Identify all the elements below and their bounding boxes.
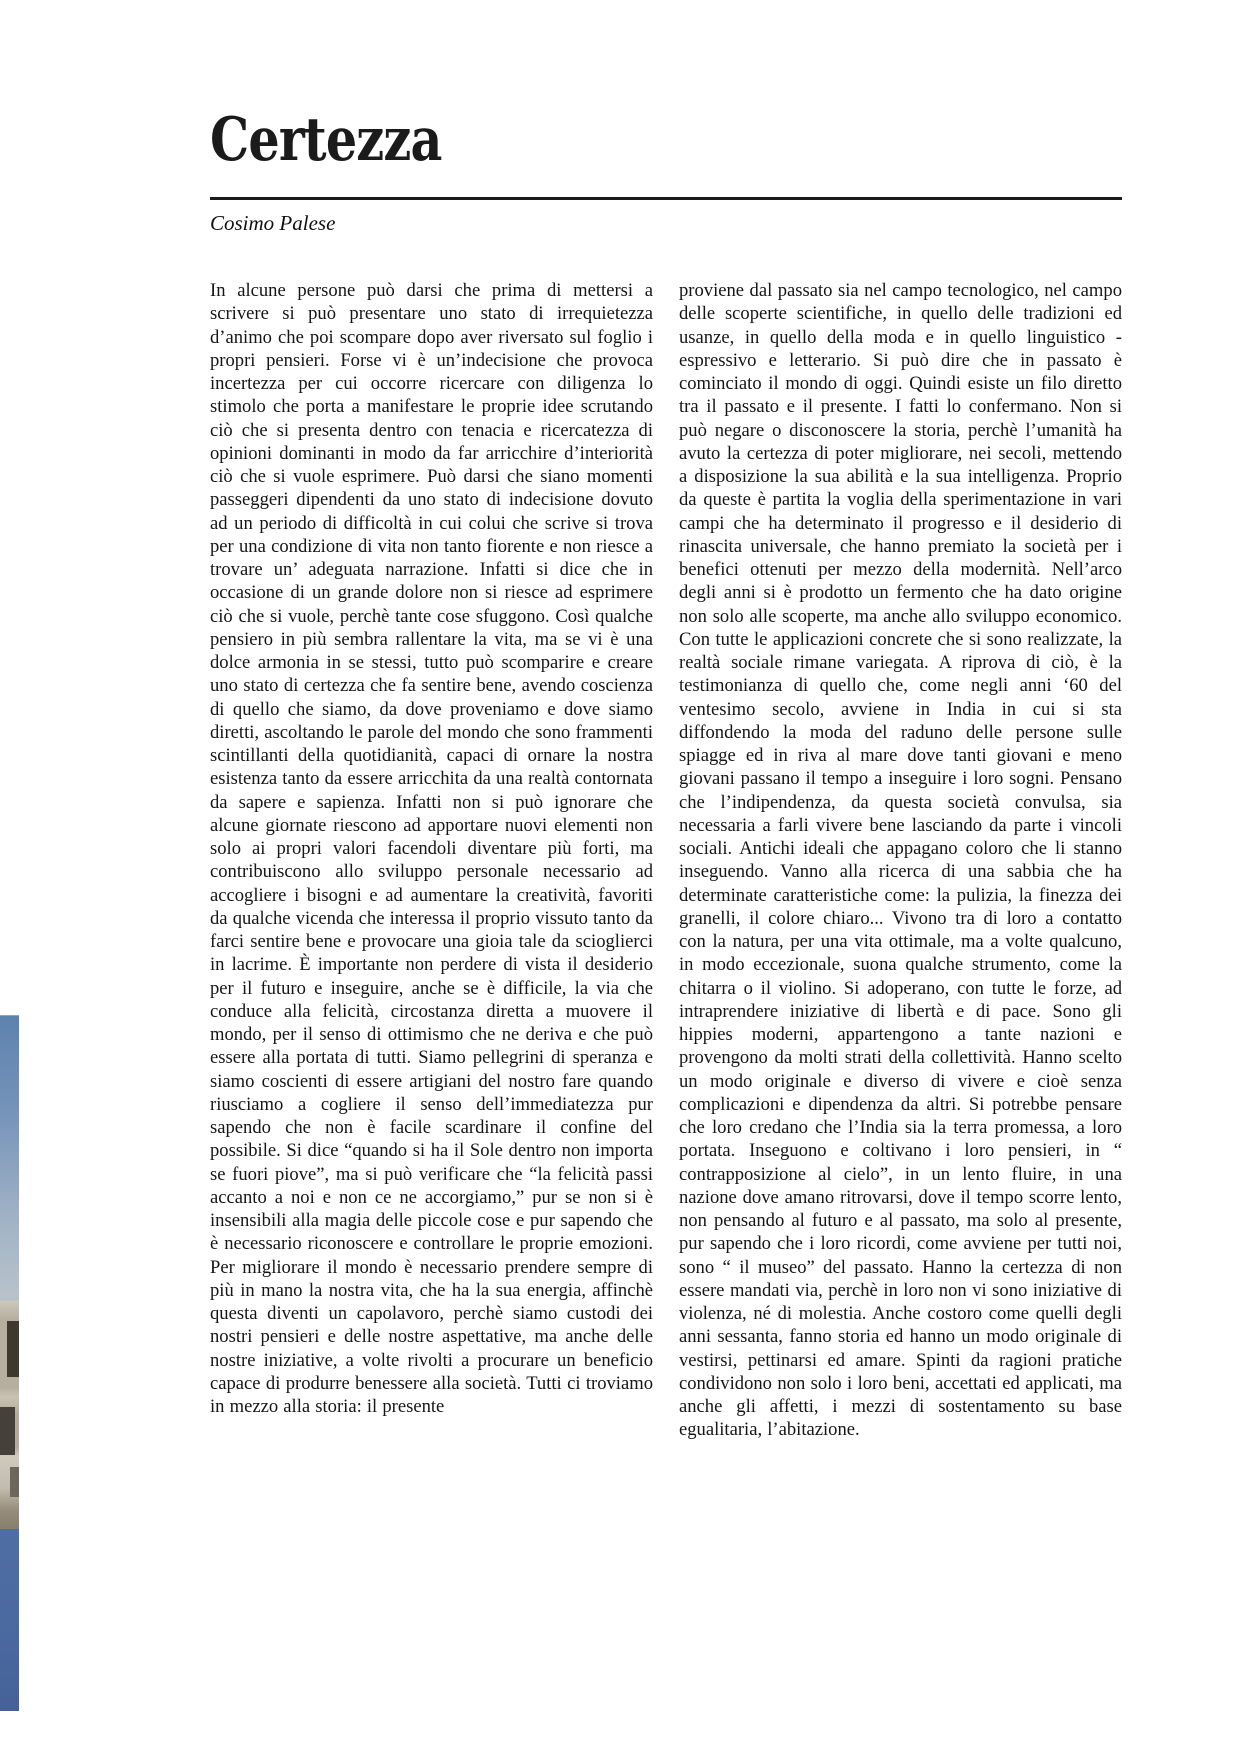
photo-sky: [0, 1015, 19, 1302]
article-column-right: proviene dal passato sia nel campo tecnologico, nel campo delle scoperte scientifiche, in quello delle tradizioni ed usanze, in quello della moda e in quello linguistico - espressivo e letterario. Si può dire che in passato è cominciato il mondo di oggi. Quindi esiste un filo diretto tra il passato e il presente. I fatti lo confermano. Non si può negare o disconoscere la storia, perchè l’umanità ha avuto la certezza di poter migliorare, nei secoli, mettendo a disposizione la sua abilità e la sua intelligenza. Proprio da queste è partita la voglia della sperimentazione in vari campi che ha determinato il progresso e il desiderio di rinascita universale, che hanno premiato la società per i benefici ottenuti per mezzo della modernità. Nell’arco degli anni si è prodotto un fermento che ha dato origine non solo alle scoperte, ma anche allo sviluppo economico. Con tutte le applicazioni concrete che si sono realizzate, la realtà sociale rimane variegata. A riprova di ciò, è la testimonianza di quello che, come negli anni ‘60 del ventesimo secolo, avviene in India in cui si sta diffondendo la moda del raduno delle persone sulle spiagge ed in riva al mare dove tanti giovani e meno giovani passano il tempo a inseguire i loro sogni. Pensano che l’indipendenza, da questa società convulsa, sia necessaria a farli vivere bene lasciando da parte i vincoli sociali. Antichi ideali che appagano coloro che li stanno inseguendo. Vanno alla ricerca di una sabbia che ha determinate caratteristiche come: la pulizia, la finezza dei granelli, il colore chiaro... Vivono tra di loro a contatto con la natura, per una vita ottimale, ma a volte qualcuno, in modo eccezionale, suona qualche strumento, come la chitarra o il violino. Si adoperano, con tutte le forze, ad intraprendere iniziative di libertà e di pace. Sono gli hippies moderni, appartengono a tante nazioni e provengono da molti strati della collettività. Hanno scelto un modo originale e diverso di vivere e cioè senza complicazioni e dipendenza da altri. Si potrebbe pensare che loro credano che l’India sia la terra promessa, a loro portata. Inseguono e coltivano i loro pensieri, in “ contrapposizione al cielo”, in un lento fluire, in una nazione dove amano ritrovarsi, dove il tempo scorre lento, non pensando al futuro e al passato, ma solo al presente, pur sapendo che i loro ricordi, come avviene per tutti noi, sono “ il museo” del passato. Hanno la certezza di non essere mandati via, perchè in loro non vi sono iniziative di violenza, né di molestia. Anche costoro come quelli degli anni sessanta, fanno storia ed hanno un modo originale di vestirsi, pettinarsi ed amare. Spinti da ragioni pratiche condividono non solo i loro beni, accettati ed applicati, ma anche gli affetti, i mezzi di sostentamento su base egualitaria, l’abitazione.: [679, 280, 1122, 1441]
author-byline: Cosimo Palese: [210, 211, 336, 235]
building-window-icon: [10, 1467, 19, 1497]
article-column-left: In alcune persone può darsi che prima di mettersi a scrivere si può presentare uno stato di irrequietezza d’animo che poi scompare dopo aver riversato sul foglio i propri pensieri. Forse vi è un’indecisione che provoca incertezza per cui occorre ricercare con diligenza lo stimolo che porta a manifestare le proprie idee scrutando ciò che si presenta dentro con tenacia e ricercatezza di opinioni dominanti in modo da far arricchire d’interiorità ciò che si vuole esprimere. Può darsi che siano momenti passeggeri dipendenti da uno stato di indecisione dovuto ad un periodo di difficoltà in cui colui che scrive si trova per una condizione di vita non tanto fiorente e non riesce a trovare un’ adeguata narrazione. Infatti si dice che in occasione di un grande dolore non si riesce ad esprimere ciò che si vuole, perchè tante cose sfuggono. Così qualche pensiero in più sembra rallentare la vita, ma se vi è una dolce armonia in se stessi, tutto può scomparire e creare uno stato di certezza che fa sentire bene, avendo coscienza di quello che siamo, da dove proveniamo e dove siamo diretti, ascoltando le parole del mondo che sono frammenti scintillanti della quotidianità, capaci di ornare la nostra esistenza tanto da essere arricchita da una realtà contornata da sapere e sapienza. Infatti non si può ignorare che alcune giornate riescono ad apportare nuovi elementi non solo ai propri valori facendoli diventare più forti, ma contribuiscono allo sviluppo personale necessario ad accogliere i bisogni e ad aumentare la creatività, favoriti da qualche vicenda che interessa il proprio vissuto tanto da farci sentire bene e provocare una gioia tale da scioglierci in lacrime. È importante non perdere di vista il desiderio per il futuro e inseguire, anche se è difficile, la via che conduce alla felicità, circostanza diretta a muovere il mondo, per il senso di ottimismo che ne deriva e che può essere alla portata di tutti. Siamo pellegrini di speranza e siamo coscienti di essere artigiani del nostro fare quando riusciamo a cogliere il senso dell’immediatezza pur sapendo che non è facile scardinare il confine del possibile. Si dice “quando si ha il Sole dentro non importa se fuori piove”, ma si può verificare che “la felicità passi accanto a noi e non ce ne accorgiamo,” pur se non si è insensibili alla magia delle piccole cose e pur sapendo che è necessario riconoscere e controllare le proprie emozioni. Per migliorare il mondo è necessario prendere sempre di più in mano la nostra vita, che ha la sua energia, affinchè questa diventi un capolavoro, perchè siamo custodi dei nostri pensieri e delle nostre aspettative, ma anche delle nostre iniziative, a volte rivolti a procurare un beneficio capace di produrre benessere alla società. Tutti ci troviamo in mezzo alla storia: il presente: [210, 280, 653, 1417]
page-title: Certezza: [210, 105, 442, 175]
title-rule: [210, 197, 1122, 200]
building-window-icon: [0, 1407, 15, 1455]
building-window-icon: [7, 1321, 19, 1377]
photo-strip: [0, 1015, 19, 1711]
photo-sea: [0, 1529, 19, 1711]
